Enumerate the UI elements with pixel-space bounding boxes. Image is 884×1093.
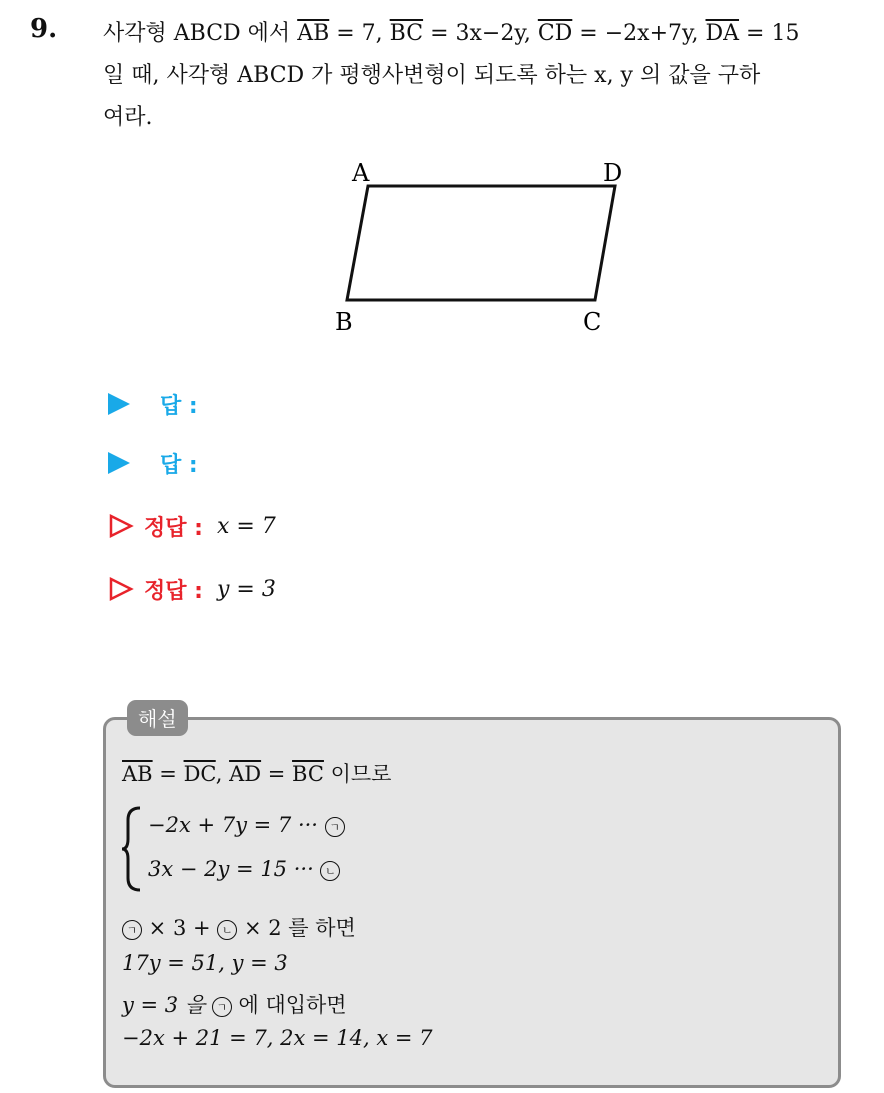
- circled-nieun-icon: ㄴ: [320, 861, 340, 881]
- vertex-label-a: A: [352, 159, 370, 187]
- answer-row-2: [108, 443, 198, 483]
- segment-cd: $\overline{CD}$: [537, 21, 573, 46]
- segment-dc: $\overline{DC}$: [183, 762, 216, 786]
- circled-giyeok-icon: ㄱ: [325, 817, 345, 837]
- equation-1: [148, 813, 345, 837]
- substitute-prefix: y = 3 을: [122, 993, 212, 1017]
- correct-answer-value-y: y = 3: [216, 576, 276, 602]
- times-two: × 2 를 하면: [237, 916, 356, 940]
- comma: ,: [215, 762, 230, 786]
- times-three: × 3 +: [142, 916, 218, 940]
- circled-giyeok-icon: ㄱ: [122, 920, 142, 940]
- segment-ab: $\overline{AB}$: [122, 762, 153, 786]
- ab-value: = 7,: [329, 21, 390, 46]
- outline-triangle-icon: [108, 576, 134, 602]
- solution-line-6: [122, 989, 347, 1019]
- system-brace: [120, 806, 144, 892]
- question-line-3: 여라.: [103, 105, 153, 130]
- equation-2-text: 3x − 2y = 15 ···: [148, 857, 314, 881]
- solution-line-7: −2x + 21 = 7, 2x = 14, x = 7: [122, 1026, 433, 1050]
- question-line-1: [103, 16, 799, 47]
- vertex-label-d: D: [603, 159, 623, 187]
- bc-value: = 3x−2y,: [423, 21, 538, 46]
- equation-2: [148, 857, 340, 881]
- vertex-label-c: C: [583, 308, 602, 336]
- segment-bc: $\overline{BC}$: [389, 21, 424, 46]
- question-line-2: 일 때, 사각형 ABCD 가 평행사변형이 되도록 하는 x, y 의 값을 구하: [103, 63, 761, 88]
- correct-answer-label: 정답 :: [144, 515, 203, 541]
- parallelogram-figure: [330, 150, 640, 340]
- equation-1-text: −2x + 7y = 7 ···: [148, 813, 318, 837]
- line-tail: 이므로: [323, 762, 392, 786]
- cd-value: = −2x+7y,: [572, 21, 706, 46]
- circled-nieun-icon: ㄴ: [217, 920, 237, 940]
- correct-answer-row-2: [108, 569, 276, 609]
- solution-line-5: 17y = 51, y = 3: [122, 951, 288, 975]
- circled-giyeok-icon: ㄱ: [212, 997, 232, 1017]
- segment-da: $\overline{DA}$: [705, 21, 740, 46]
- correct-answer-row-1: [108, 506, 276, 546]
- correct-answer-value-x: x = 7: [216, 513, 276, 539]
- da-value: = 15: [739, 21, 800, 46]
- question-number: 9.: [30, 14, 58, 44]
- play-triangle-icon: [108, 452, 130, 474]
- solution-line-1: [122, 758, 391, 788]
- equals: =: [152, 762, 184, 786]
- outline-triangle-icon: [108, 513, 134, 539]
- segment-ab: $\overline{AB}$: [297, 21, 330, 46]
- correct-answer-label: 정답 :: [144, 578, 203, 604]
- answer-label: 답 :: [160, 452, 198, 478]
- answer-row-1: [108, 384, 198, 424]
- question-prefix: 사각형 ABCD 에서: [103, 21, 298, 46]
- solution-line-4: [122, 912, 356, 942]
- solution-tag: 해설: [127, 700, 188, 736]
- segment-bc: $\overline{BC}$: [292, 762, 324, 786]
- play-triangle-icon: [108, 393, 130, 415]
- segment-ad: $\overline{AD}$: [229, 762, 262, 786]
- parallelogram-shape: [347, 186, 615, 300]
- vertex-label-b: B: [335, 308, 353, 336]
- substitute-suffix: 에 대입하면: [231, 993, 347, 1017]
- equals: =: [261, 762, 293, 786]
- answer-label: 답 :: [160, 393, 198, 419]
